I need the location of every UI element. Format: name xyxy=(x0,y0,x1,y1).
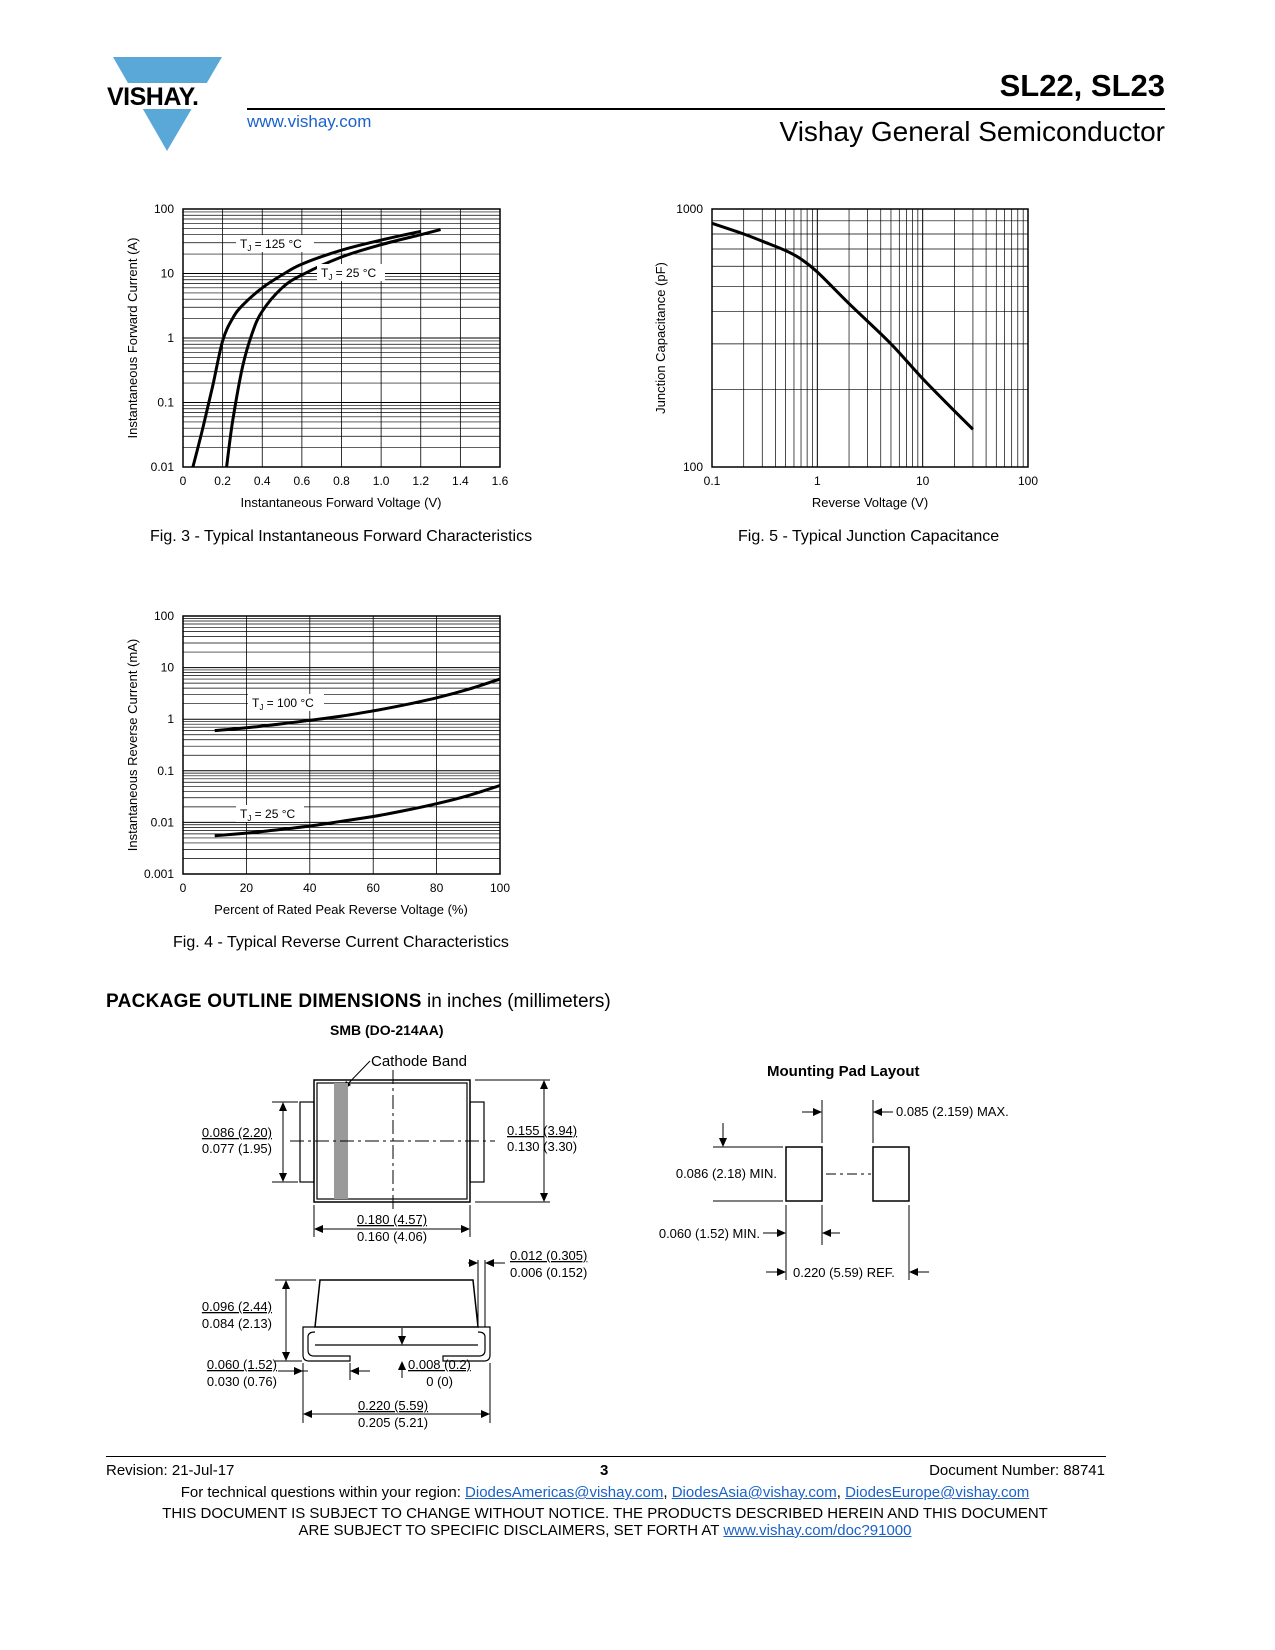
page-title: SL22, SL23 xyxy=(999,68,1165,103)
svg-text:0.096 (2.44): 0.096 (2.44) xyxy=(201,1299,272,1314)
f4-ytick: 0.01 xyxy=(150,815,174,830)
f5-xtick: 0.1 xyxy=(703,474,721,488)
f4-xtick: 20 xyxy=(239,881,254,895)
fig4-label-100 xyxy=(248,694,324,712)
email-europe-link[interactable]: DiodesEurope@vishay.com xyxy=(845,1484,1030,1501)
svg-text:0.077 (1.95): 0.077 (1.95) xyxy=(201,1141,272,1156)
mounting-pad-title: Mounting Pad Layout xyxy=(767,1063,920,1080)
svg-text:0.220 (5.59): 0.220 (5.59) xyxy=(357,1398,429,1413)
svg-text:0.160 (4.06): 0.160 (4.06) xyxy=(356,1229,428,1244)
f3-xtick: 0.8 xyxy=(333,474,350,488)
package-section-title: PACKAGE OUTLINE DIMENSIONS in inches (millimeters) xyxy=(106,991,611,1012)
svg-text:0 (0): 0 (0) xyxy=(426,1374,453,1389)
svg-text:0.008 (0.2): 0.008 (0.2) xyxy=(408,1357,471,1372)
f4-ytick: 1 xyxy=(167,712,174,727)
vishay-url-link[interactable]: www.vishay.com xyxy=(247,112,372,131)
f3-xtick: 1.6 xyxy=(491,474,509,488)
svg-text:0.084 (2.13): 0.084 (2.13) xyxy=(201,1316,272,1331)
fig3-label-25 xyxy=(317,264,385,282)
f4-xtick: 80 xyxy=(429,881,444,895)
footer-revision: Revision: 21-Jul-17 xyxy=(106,1462,235,1479)
f3-xtick: 1.4 xyxy=(452,474,469,488)
f4-xtick: 0 xyxy=(179,881,187,895)
fig3-chart xyxy=(120,195,540,515)
svg-text:0.130 (3.30): 0.130 (3.30) xyxy=(507,1139,578,1154)
svg-text:TJ = 100 °C: $T_J = 100$ °C xyxy=(252,696,314,712)
fig5-chart xyxy=(645,195,1065,515)
fig5-series-capacitance xyxy=(712,223,973,429)
f4-xtick: 100 xyxy=(489,881,511,895)
f3-xtick: 0 xyxy=(179,474,187,488)
fig3-label-125 xyxy=(236,235,314,253)
f3-xtick: 0.4 xyxy=(253,474,271,488)
footer-disclaimer-line2: ARE SUBJECT TO SPECIFIC DISCLAIMERS, SET FORTH AT www.vishay.com/doc?91000 xyxy=(298,1522,912,1539)
footer-disclaimer-line1: THIS DOCUMENT IS SUBJECT TO CHANGE WITHOUT NOTICE. THE PRODUCTS DESCRIBED HEREIN AND THIS DOCUMENT xyxy=(162,1505,1048,1522)
svg-text:0.205 (5.21): 0.205 (5.21) xyxy=(357,1415,429,1430)
vishay-logo xyxy=(105,55,230,155)
svg-text:0.012 (0.305): 0.012 (0.305) xyxy=(510,1248,588,1263)
svg-text:TJ = 25 °C: $T_J = 25$ °C xyxy=(240,807,296,823)
svg-text:0.086 (2.20): 0.086 (2.20) xyxy=(201,1125,272,1140)
fig3-xlabel: Instantaneous Forward Voltage (V) xyxy=(240,495,442,510)
fig4-ylabel: Instantaneous Reverse Current (mA) xyxy=(125,638,140,852)
pad-left xyxy=(786,1147,822,1201)
svg-text:0.085 (2.159) MAX.: 0.085 (2.159) MAX. xyxy=(896,1104,1009,1119)
fig4-xlabel: Percent of Rated Peak Reverse Voltage (%) xyxy=(214,902,468,917)
f3-xtick: 0.2 xyxy=(214,474,231,488)
f4-xtick: 60 xyxy=(366,881,380,895)
smb-label: SMB (DO-214AA) xyxy=(330,1022,444,1038)
cathode-band-label: Cathode Band xyxy=(371,1053,467,1070)
f3-ytick: 10 xyxy=(160,266,174,281)
smb-outline-drawing xyxy=(190,1045,630,1440)
fig4-caption: Fig. 4 - Typical Reverse Current Characteristics xyxy=(173,934,509,951)
f5-xtick: 10 xyxy=(915,474,930,488)
f4-xtick: 40 xyxy=(303,881,317,895)
f5-ytick: 100 xyxy=(682,460,703,474)
header-rule xyxy=(247,108,1165,110)
footer-contact: For technical questions within your region: DiodesAmericas@vishay.com, DiodesAsia@vishay.com, DiodesEurope@vishay.com xyxy=(180,1484,1030,1501)
footer-page-number: 3 xyxy=(600,1462,609,1479)
disclaimer-link[interactable]: www.vishay.com/doc?91000 xyxy=(723,1522,912,1539)
svg-text:0.006 (0.152): 0.006 (0.152) xyxy=(510,1265,588,1280)
email-asia-link[interactable]: DiodesAsia@vishay.com xyxy=(671,1484,837,1501)
f4-ytick: 10 xyxy=(160,660,174,675)
svg-text:0.180 (4.57): 0.180 (4.57) xyxy=(356,1212,428,1227)
f3-ytick: 0.01 xyxy=(150,460,174,474)
f5-xtick: 1 xyxy=(813,474,821,488)
mounting-pad-drawing xyxy=(650,1095,1070,1295)
svg-text:0.086 (2.18) MIN.: 0.086 (2.18) MIN. xyxy=(675,1166,777,1181)
f3-ytick: 100 xyxy=(153,202,174,216)
f3-xtick: 1.2 xyxy=(412,474,430,488)
svg-text:0.155 (3.94): 0.155 (3.94) xyxy=(507,1123,578,1138)
f3-xtick: 0.6 xyxy=(293,474,311,488)
svg-text:0.060 (1.52) MIN.: 0.060 (1.52) MIN. xyxy=(658,1226,760,1241)
fig3-series-125 xyxy=(193,231,421,467)
f4-ytick: 0.001 xyxy=(143,867,174,881)
footer-rule xyxy=(106,1456,1106,1457)
pad-right xyxy=(873,1147,909,1201)
fig4-chart xyxy=(120,602,540,927)
svg-text:0.060 (1.52): 0.060 (1.52) xyxy=(206,1357,277,1372)
footer-document-number: Document Number: 88741 xyxy=(929,1462,1105,1479)
fig3-ylabel: Instantaneous Forward Current (A) xyxy=(125,237,140,439)
page-subtitle: Vishay General Semiconductor xyxy=(779,116,1165,147)
fig3-caption: Fig. 3 - Typical Instantaneous Forward Characteristics xyxy=(150,528,533,545)
svg-text:0.030 (0.76): 0.030 (0.76) xyxy=(206,1374,277,1389)
fig5-caption: Fig. 5 - Typical Junction Capacitance xyxy=(738,528,1000,545)
logo-text: VISHAY. xyxy=(107,83,199,111)
f3-ytick: 0.1 xyxy=(157,395,174,410)
fig4-label-25 xyxy=(236,805,304,823)
svg-text:TJ = 25 °C: $T_J = 25$ °C xyxy=(321,266,377,282)
f5-ytick: 1000 xyxy=(676,202,703,216)
f4-ytick: 100 xyxy=(153,609,174,623)
svg-text:TJ = 125 °C: $T_J = 125$ °C xyxy=(240,237,302,253)
fig5-xlabel: Reverse Voltage (V) xyxy=(811,495,929,510)
f3-xtick: 1.0 xyxy=(372,474,390,488)
f3-ytick: 1 xyxy=(167,331,174,345)
f5-xtick: 100 xyxy=(1017,474,1039,488)
svg-text:0.220 (5.59) REF.: 0.220 (5.59) REF. xyxy=(793,1265,895,1280)
email-americas-link[interactable]: DiodesAmericas@vishay.com xyxy=(465,1484,664,1501)
fig5-ylabel: Junction Capacitance (pF) xyxy=(653,262,668,414)
f4-ytick: 0.1 xyxy=(157,763,174,778)
